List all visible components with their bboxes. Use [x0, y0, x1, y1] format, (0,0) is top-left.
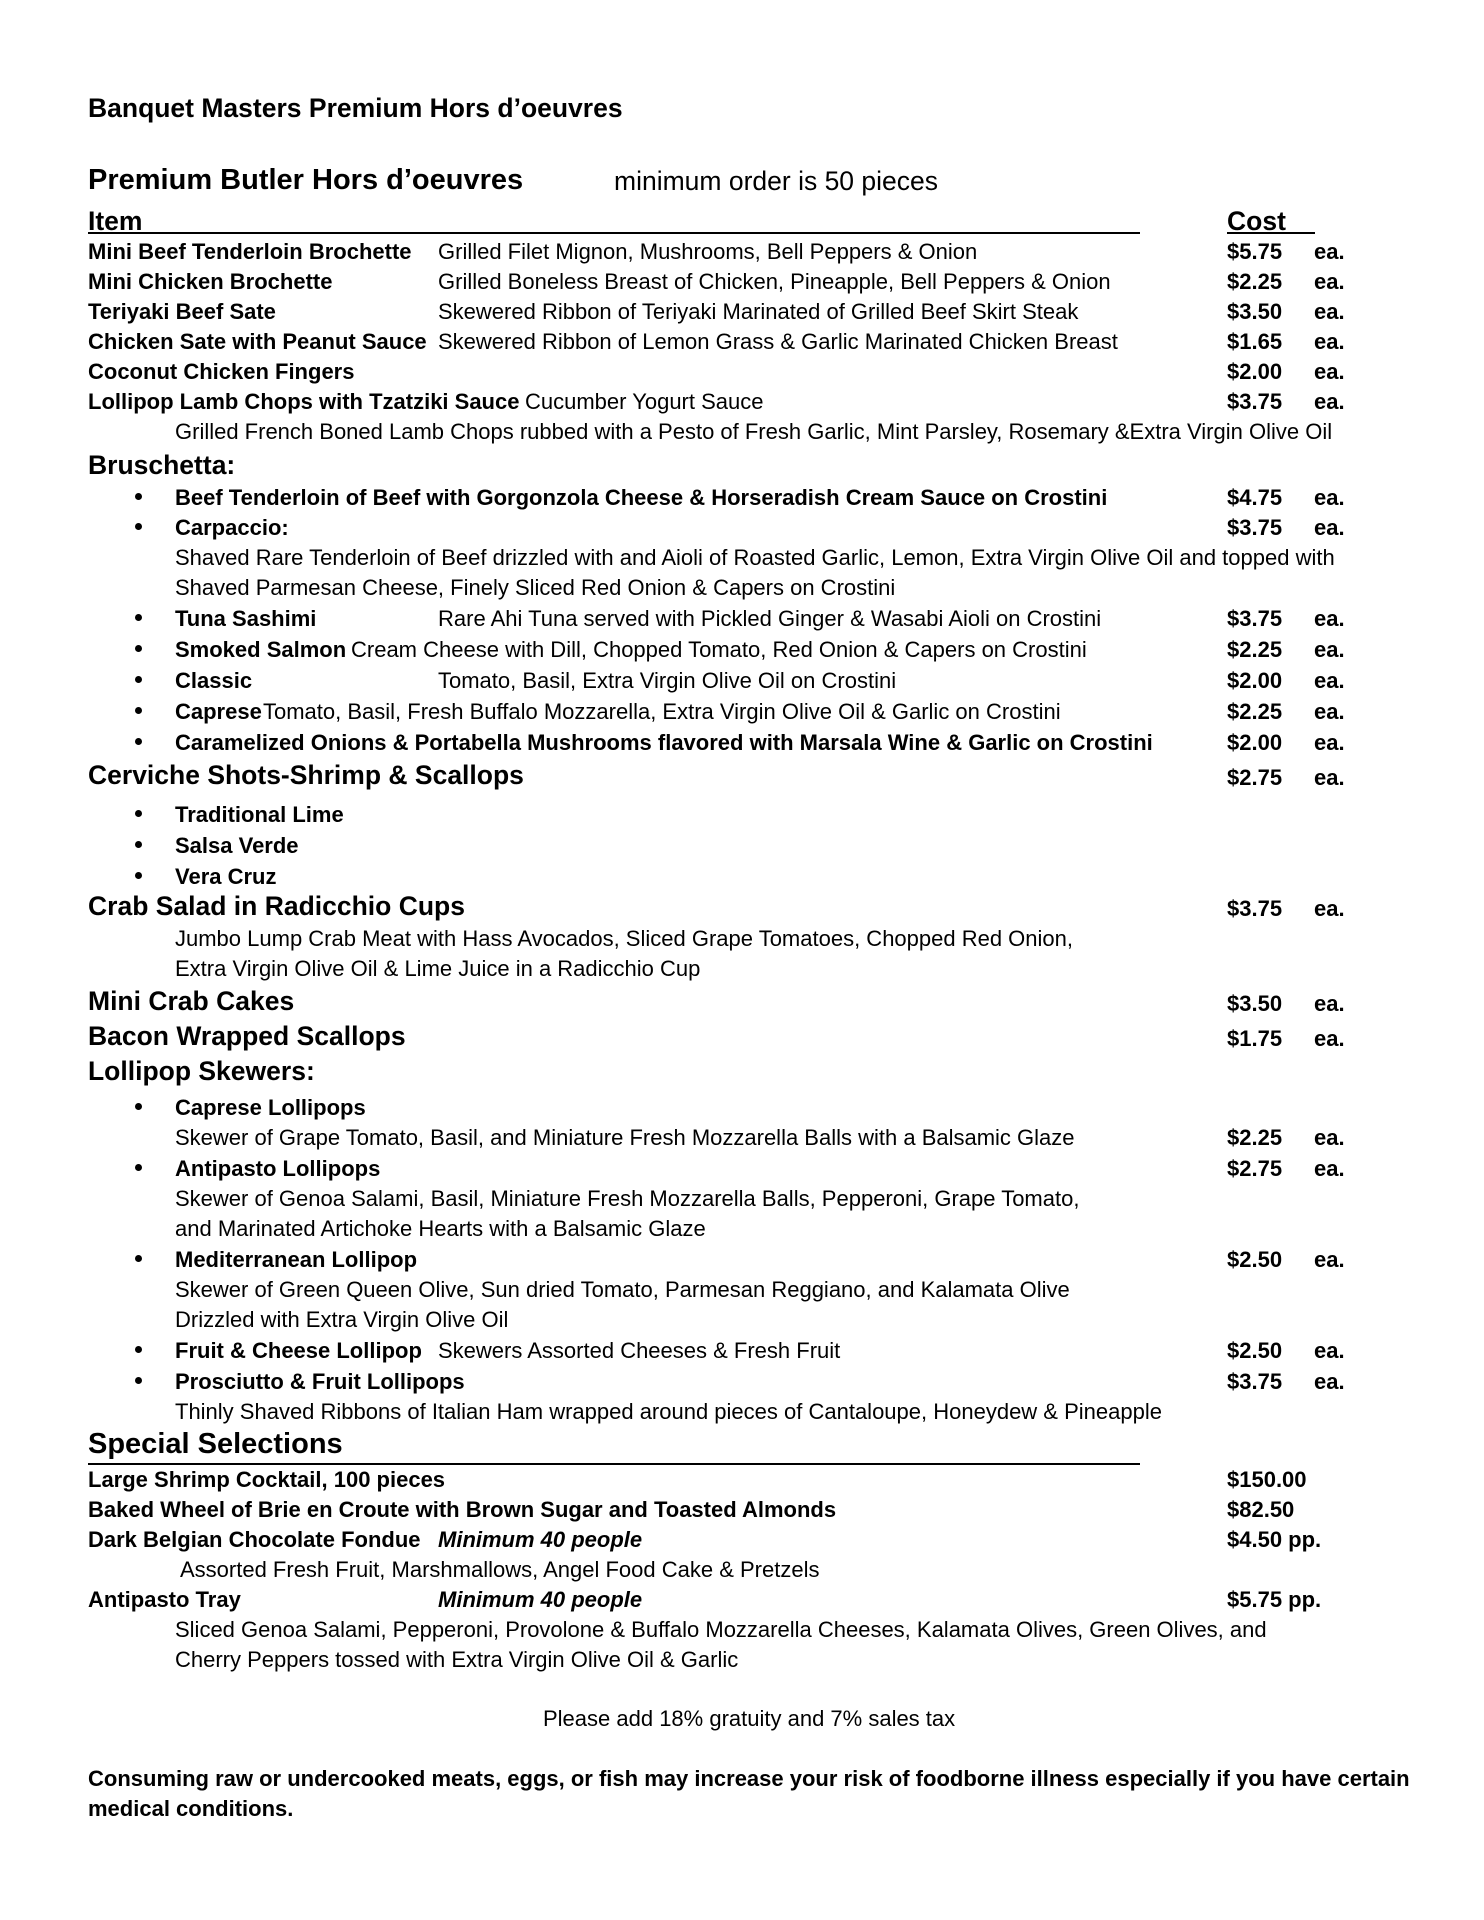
minimum-order-note: minimum order is 50 pieces — [614, 166, 939, 196]
unit-label: ea. — [1314, 1125, 1345, 1150]
item-name: Chicken Sate with Peanut Sauce — [88, 329, 427, 354]
item-desc: Cucumber Yogurt Sauce — [525, 389, 764, 414]
item-name: Antipasto Tray — [88, 1587, 241, 1612]
item-detail: Grilled French Boned Lamb Chops rubbed with a Pesto of Fresh Garlic, Mint Parsley, Rosemary &Extra Virgin Olive Oil — [175, 419, 1333, 444]
item-name: Mini Chicken Brochette — [88, 269, 333, 294]
bullet-icon — [135, 676, 142, 683]
list-item: Traditional Lime — [175, 802, 344, 827]
item-name: Large Shrimp Cocktail, 100 pieces — [88, 1467, 446, 1492]
section-heading-lollipop: Lollipop Skewers: — [88, 1056, 315, 1086]
column-header-cost: Cost — [1227, 206, 1286, 236]
unit-label: ea. — [1314, 1026, 1345, 1051]
item-price: $2.50 — [1227, 1247, 1283, 1272]
item-name: Mini Beef Tenderloin Brochette — [88, 239, 412, 264]
item-detail: Extra Virgin Olive Oil & Lime Juice in a Radicchio Cup — [175, 956, 701, 981]
item-price: $4.75 — [1227, 485, 1283, 510]
item-note: Minimum 40 people — [438, 1527, 643, 1552]
unit-label: ea. — [1314, 896, 1345, 921]
item-price: $3.75 — [1227, 606, 1283, 631]
bullet-icon — [135, 738, 142, 745]
column-header-item: Item — [88, 206, 143, 236]
bullet-icon — [135, 493, 142, 500]
item-name: Baked Wheel of Brie en Croute with Brown Sugar and Toasted Almonds — [88, 1497, 837, 1522]
item-name: Classic — [175, 668, 253, 693]
list-item: Vera Cruz — [175, 864, 277, 889]
item-price: $2.25 — [1227, 1125, 1283, 1150]
health-warning-line2: medical conditions. — [88, 1796, 294, 1821]
bullet-icon — [135, 645, 142, 652]
bullet-icon — [135, 810, 142, 817]
item-price: $1.75 — [1227, 1026, 1283, 1051]
item-detail: Shaved Parmesan Cheese, Finely Sliced Red Onion & Capers on Crostini — [175, 575, 896, 600]
section-title-butler: Premium Butler Hors d’oeuvres — [88, 164, 524, 196]
item-name: Lollipop Lamb Chops with Tzatziki Sauce — [88, 389, 520, 414]
item-name: Antipasto Lollipops — [175, 1156, 381, 1181]
item-detail: Cherry Peppers tossed with Extra Virgin Olive Oil & Garlic — [175, 1647, 739, 1672]
unit-label: ea. — [1314, 1247, 1345, 1272]
section-heading-scallops: Bacon Wrapped Scallops — [88, 1021, 406, 1051]
unit-label: ea. — [1314, 359, 1345, 384]
item-price: $5.75 — [1227, 239, 1283, 264]
header-rule-item — [88, 232, 1140, 234]
item-desc: Cream Cheese with Dill, Chopped Tomato, Red Onion & Capers on Crostini — [351, 637, 1087, 662]
item-price: $150.00 — [1227, 1467, 1307, 1492]
item-price: $1.65 — [1227, 329, 1283, 354]
item-price: $2.25 — [1227, 637, 1283, 662]
bullet-icon — [135, 1377, 142, 1384]
item-name: Smoked Salmon — [175, 637, 347, 662]
bullet-icon — [135, 523, 142, 530]
item-name: Beef Tenderloin of Beef with Gorgonzola Cheese & Horseradish Cream Sauce on Crostini — [175, 485, 1108, 510]
item-desc: Skewers Assorted Cheeses & Fresh Fruit — [438, 1338, 841, 1363]
item-price: $82.50 — [1227, 1497, 1295, 1522]
item-price: $2.75 — [1227, 765, 1283, 790]
gratuity-note: Please add 18% gratuity and 7% sales tax — [543, 1706, 956, 1731]
item-price: $3.75 — [1227, 389, 1283, 414]
section-heading-ceviche: Cerviche Shots-Shrimp & Scallops — [88, 760, 524, 790]
unit-label: ea. — [1314, 389, 1345, 414]
item-price: $5.75 pp. — [1227, 1587, 1322, 1612]
item-price: $3.75 — [1227, 1369, 1283, 1394]
item-price: $2.25 — [1227, 699, 1283, 724]
unit-label: ea. — [1314, 515, 1345, 540]
unit-label: ea. — [1314, 299, 1345, 324]
list-item: Salsa Verde — [175, 833, 299, 858]
bullet-icon — [135, 841, 142, 848]
item-name: Carpaccio: — [175, 515, 289, 540]
item-detail: Shaved Rare Tenderloin of Beef drizzled with and Aioli of Roasted Garlic, Lemon, Extra Virgin Olive Oil and topped with — [175, 545, 1335, 570]
item-name: Tuna Sashimi — [175, 606, 317, 631]
bullet-icon — [135, 614, 142, 621]
item-detail: Sliced Genoa Salami, Pepperoni, Provolone & Buffalo Mozzarella Cheeses, Kalamata Olives, Green Olives, and — [175, 1617, 1267, 1642]
item-desc: Grilled Boneless Breast of Chicken, Pineapple, Bell Peppers & Onion — [438, 269, 1111, 294]
section-heading-special: Special Selections — [88, 1428, 343, 1460]
health-warning-line1: Consuming raw or undercooked meats, eggs, or fish may increase your risk of foodborne illness especially if you have certain — [88, 1766, 1410, 1791]
bullet-icon — [135, 1164, 142, 1171]
item-detail: Skewer of Green Queen Olive, Sun dried Tomato, Parmesan Reggiano, and Kalamata Olive — [175, 1277, 1070, 1302]
item-price: $3.50 — [1227, 299, 1283, 324]
item-name: Mediterranean Lollipop — [175, 1247, 418, 1272]
item-price: $2.00 — [1227, 359, 1283, 384]
item-price: $2.00 — [1227, 730, 1283, 755]
unit-label: ea. — [1314, 637, 1345, 662]
header-rule-cost — [1227, 232, 1315, 234]
bullet-icon — [135, 707, 142, 714]
item-detail: Skewer of Grape Tomato, Basil, and Miniature Fresh Mozzarella Balls with a Balsamic Glaze — [175, 1125, 1075, 1150]
item-price: $3.50 — [1227, 991, 1283, 1016]
unit-label: ea. — [1314, 606, 1345, 631]
unit-label: ea. — [1314, 699, 1345, 724]
item-name: Teriyaki Beef Sate — [88, 299, 276, 324]
item-name: Caprese — [175, 699, 262, 724]
unit-label: ea. — [1314, 329, 1345, 354]
item-price: $2.75 — [1227, 1156, 1283, 1181]
item-detail: Drizzled with Extra Virgin Olive Oil — [175, 1307, 509, 1332]
item-detail: Skewer of Genoa Salami, Basil, Miniature Fresh Mozzarella Balls, Pepperoni, Grape Tomato, — [175, 1186, 1080, 1211]
unit-label: ea. — [1314, 485, 1345, 510]
unit-label: ea. — [1314, 1156, 1345, 1181]
unit-label: ea. — [1314, 1369, 1345, 1394]
unit-label: ea. — [1314, 269, 1345, 294]
item-name: Caramelized Onions & Portabella Mushrooms flavored with Marsala Wine & Garlic on Crostini — [175, 730, 1153, 755]
unit-label: ea. — [1314, 991, 1345, 1016]
item-detail: Jumbo Lump Crab Meat with Hass Avocados, Sliced Grape Tomatoes, Chopped Red Onion, — [175, 926, 1074, 951]
unit-label: ea. — [1314, 668, 1345, 693]
item-name: Dark Belgian Chocolate Fondue — [88, 1527, 421, 1552]
unit-label: ea. — [1314, 1338, 1345, 1363]
item-price: $3.75 — [1227, 515, 1283, 540]
item-name: Prosciutto & Fruit Lollipops — [175, 1369, 465, 1394]
item-desc: Skewered Ribbon of Teriyaki Marinated of Grilled Beef Skirt Steak — [438, 299, 1079, 324]
item-desc: Grilled Filet Mignon, Mushrooms, Bell Peppers & Onion — [438, 239, 978, 264]
unit-label: ea. — [1314, 730, 1345, 755]
section-heading-bruschetta: Bruschetta: — [88, 450, 236, 480]
item-price: $2.00 — [1227, 668, 1283, 693]
bullet-icon — [135, 1103, 142, 1110]
unit-label: ea. — [1314, 765, 1345, 790]
bullet-icon — [135, 1346, 142, 1353]
page-title: Banquet Masters Premium Hors d’oeuvres — [88, 93, 623, 123]
item-name: Fruit & Cheese Lollipop — [175, 1338, 422, 1363]
bullet-icon — [135, 1255, 142, 1262]
special-rule — [88, 1463, 1140, 1465]
item-desc: Rare Ahi Tuna served with Pickled Ginger & Wasabi Aioli on Crostini — [438, 606, 1102, 631]
item-detail: Assorted Fresh Fruit, Marshmallows, Angel Food Cake & Pretzels — [180, 1557, 820, 1582]
item-price: $4.50 pp. — [1227, 1527, 1322, 1552]
section-heading-crab-cakes: Mini Crab Cakes — [88, 986, 295, 1016]
unit-label: ea. — [1314, 239, 1345, 264]
item-name: Caprese Lollipops — [175, 1095, 366, 1120]
item-note: Minimum 40 people — [438, 1587, 643, 1612]
item-name: Coconut Chicken Fingers — [88, 359, 355, 384]
item-detail: and Marinated Artichoke Hearts with a Balsamic Glaze — [175, 1216, 706, 1241]
item-desc: Skewered Ribbon of Lemon Grass & Garlic Marinated Chicken Breast — [438, 329, 1118, 354]
item-desc: Tomato, Basil, Fresh Buffalo Mozzarella, Extra Virgin Olive Oil & Garlic on Crostini — [263, 699, 1061, 724]
item-price: $2.25 — [1227, 269, 1283, 294]
item-desc: Tomato, Basil, Extra Virgin Olive Oil on Crostini — [438, 668, 897, 693]
item-price: $2.50 — [1227, 1338, 1283, 1363]
bullet-icon — [135, 872, 142, 879]
item-price: $3.75 — [1227, 896, 1283, 921]
section-heading-crab-salad: Crab Salad in Radicchio Cups — [88, 891, 465, 921]
item-detail: Thinly Shaved Ribbons of Italian Ham wrapped around pieces of Cantaloupe, Honeydew & Pineapple — [175, 1399, 1162, 1424]
